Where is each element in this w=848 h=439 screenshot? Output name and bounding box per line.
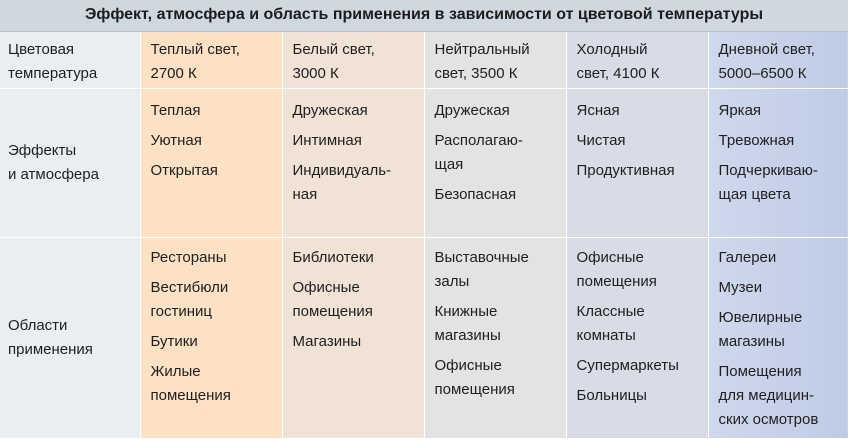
- header-label-cell: [0, 32, 140, 89]
- column-header-line: Дневной свет,: [718, 41, 815, 58]
- list-item-line: ная: [292, 186, 318, 203]
- effects-cell-cool: [566, 89, 708, 238]
- list-item: [435, 129, 558, 177]
- list-item-line: Продуктивная: [576, 162, 675, 179]
- column-header-white: [282, 32, 424, 89]
- list-item-line: Классные: [576, 303, 645, 320]
- list-item-line: магазины: [434, 327, 501, 344]
- row-label-line: Эффекты: [8, 142, 77, 159]
- list-item: [719, 129, 841, 153]
- list-item: [577, 354, 700, 378]
- list-item-line: Дружеская: [292, 102, 368, 119]
- list-item-line: Дружеская: [434, 102, 510, 119]
- list-item-line: Супермаркеты: [576, 357, 679, 374]
- list-item-line: щая цвета: [718, 186, 791, 203]
- list-item-line: Чистая: [576, 132, 626, 149]
- list-item: [719, 276, 841, 300]
- applications-cell-cool: [566, 238, 708, 439]
- effects-label-cell: [0, 89, 140, 238]
- header-label-line: Цветовая: [8, 41, 75, 58]
- list-item: [577, 159, 700, 183]
- header-label-line: температура: [8, 65, 98, 82]
- list-item: [435, 354, 558, 402]
- list-item: [151, 159, 274, 183]
- list-item: [719, 360, 841, 432]
- list-item: [293, 330, 416, 354]
- column-header-line: свет, 3500 К: [434, 65, 518, 82]
- list-item: [151, 360, 274, 408]
- list-item: [435, 99, 558, 123]
- column-header-line: 3000 К: [292, 65, 339, 82]
- list-item-line: для медицин-: [718, 387, 815, 404]
- effects-cell-warm: [140, 89, 282, 238]
- list-item: [577, 246, 700, 294]
- list-item-line: помещения: [576, 273, 657, 290]
- column-header-line: Белый свет,: [292, 41, 375, 58]
- list-item: [719, 99, 841, 123]
- column-header-daylight: [708, 32, 848, 89]
- list-item-line: Рестораны: [150, 249, 227, 266]
- list-item-line: Бутики: [150, 333, 198, 350]
- effects-cell-white: [282, 89, 424, 238]
- list-item: [151, 276, 274, 324]
- list-item-line: помещения: [150, 387, 231, 404]
- list-item-line: залы: [434, 273, 470, 290]
- list-item: [293, 246, 416, 270]
- effects-cell-neutral: [424, 89, 566, 238]
- list-item-line: ских осмотров: [718, 411, 819, 428]
- list-item: [151, 246, 274, 270]
- column-header-line: свет, 4100 К: [576, 65, 660, 82]
- row-label-line: Области: [8, 317, 68, 334]
- list-item-line: Помещения: [718, 363, 802, 380]
- list-item-line: Теплая: [150, 102, 201, 119]
- column-header-warm: [140, 32, 282, 89]
- list-item: [151, 129, 274, 153]
- list-item-line: Безопасная: [434, 186, 517, 203]
- column-header-line: Теплый свет,: [150, 41, 240, 58]
- list-item-line: Книжные: [434, 303, 498, 320]
- applications-cell-white: [282, 238, 424, 439]
- list-item-line: Интимная: [292, 132, 362, 149]
- list-item-line: Музеи: [718, 279, 763, 296]
- column-header-line: 2700 К: [150, 65, 197, 82]
- applications-cell-daylight: [708, 238, 848, 439]
- list-item-line: Ясная: [576, 102, 620, 119]
- column-header-line: Холодный: [576, 41, 648, 58]
- column-header-neutral: [424, 32, 566, 89]
- list-item-line: магазины: [718, 333, 785, 350]
- list-item-line: Располагаю-: [434, 132, 523, 149]
- list-item-line: помещения: [434, 381, 515, 398]
- row-label-line: и атмосфера: [8, 166, 99, 183]
- list-item-line: Индивидуаль-: [292, 162, 392, 179]
- list-item: [293, 276, 416, 324]
- table-title: Эффект, атмосфера и область применения в зависимости от цветовой температуры: [0, 0, 848, 32]
- list-item-line: Жилые: [150, 363, 201, 380]
- list-item: [293, 159, 416, 207]
- effects-cell-daylight: [708, 89, 848, 238]
- list-item: [435, 183, 558, 207]
- list-item-line: Офисные: [434, 357, 502, 374]
- list-item: [293, 99, 416, 123]
- list-item-line: Офисные: [576, 249, 644, 266]
- list-item: [435, 300, 558, 348]
- list-item-line: Открытая: [150, 162, 218, 179]
- list-item-line: Магазины: [292, 333, 362, 350]
- applications-cell-warm: [140, 238, 282, 439]
- effects-row: [0, 89, 848, 238]
- list-item-line: Вестибюли: [150, 279, 229, 296]
- list-item: [293, 129, 416, 153]
- list-item-line: щая: [434, 156, 464, 173]
- column-header-cool: [566, 32, 708, 89]
- list-item-line: Библиотеки: [292, 249, 374, 266]
- list-item-line: Подчеркиваю-: [718, 162, 818, 179]
- list-item: [719, 306, 841, 354]
- header-row: [0, 32, 848, 89]
- data-table: [0, 32, 848, 439]
- list-item-line: Яркая: [718, 102, 762, 119]
- list-item-line: Тревожная: [718, 132, 795, 149]
- list-item-line: Уютная: [150, 132, 202, 149]
- list-item: [577, 300, 700, 348]
- column-header-line: Нейтральный: [434, 41, 530, 58]
- applications-label-cell: [0, 238, 140, 439]
- list-item: [577, 129, 700, 153]
- list-item-line: гостиниц: [150, 303, 212, 320]
- list-item: [577, 99, 700, 123]
- list-item-line: Выставочные: [434, 249, 529, 266]
- list-item: [151, 99, 274, 123]
- list-item: [151, 330, 274, 354]
- list-item-line: Больницы: [576, 387, 647, 404]
- column-header-line: 5000–6500 К: [718, 65, 807, 82]
- list-item: [719, 159, 841, 207]
- list-item: [577, 384, 700, 408]
- applications-row: [0, 238, 848, 439]
- list-item-line: комнаты: [576, 327, 636, 344]
- applications-cell-neutral: [424, 238, 566, 439]
- list-item-line: Галереи: [718, 249, 777, 266]
- list-item-line: помещения: [292, 303, 373, 320]
- list-item-line: Офисные: [292, 279, 360, 296]
- row-label-line: применения: [8, 341, 93, 358]
- list-item: [435, 246, 558, 294]
- list-item-line: Ювелирные: [718, 309, 803, 326]
- list-item: [719, 246, 841, 270]
